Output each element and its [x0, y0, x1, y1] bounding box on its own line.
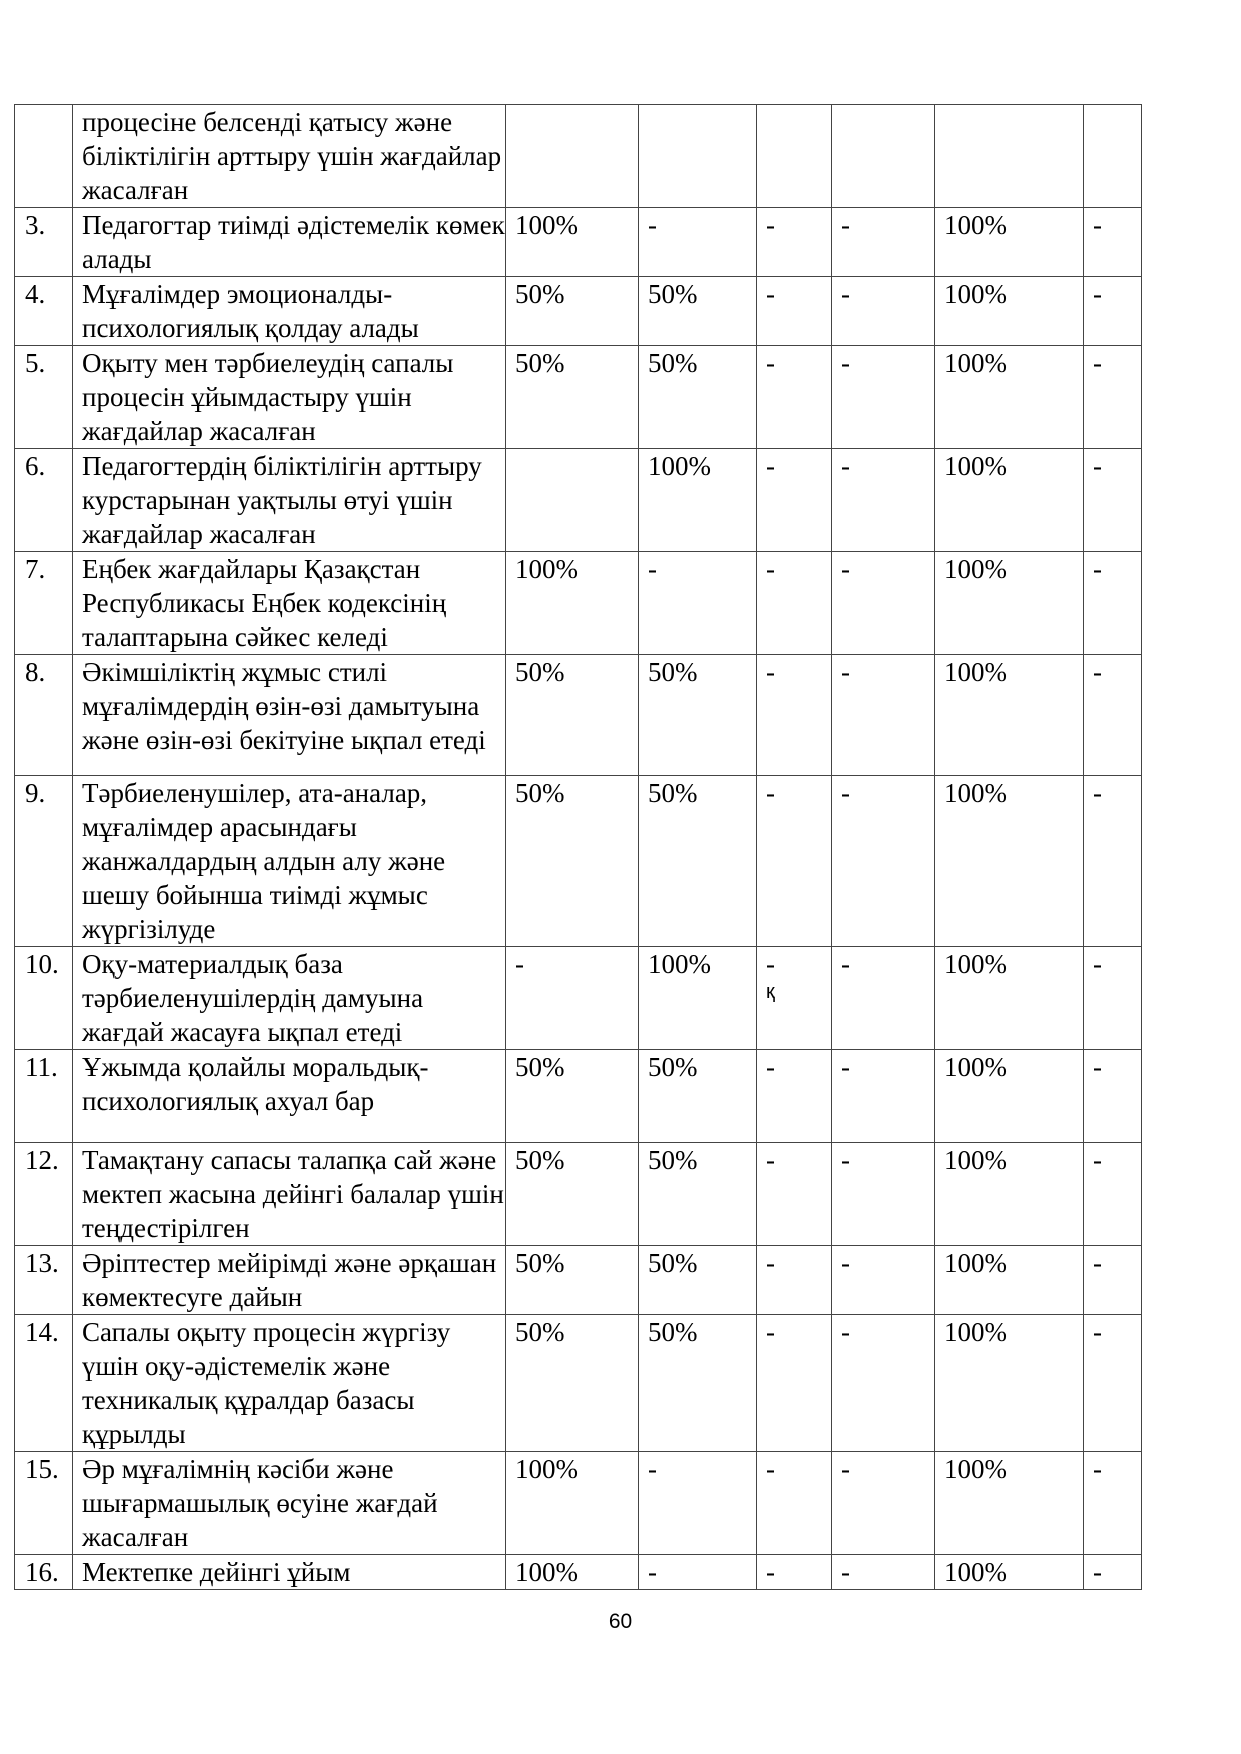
value-cell-c5: 100%: [935, 655, 1084, 776]
value-cell-c2: -: [639, 1555, 757, 1590]
row-number-cell: 4.: [15, 277, 73, 346]
value-cell-c4: -: [832, 1315, 935, 1452]
value-cell-c6: -: [1084, 1555, 1142, 1590]
table-row: [15, 1050, 1142, 1143]
value-cell-c6: -: [1084, 947, 1142, 1050]
value-cell-c6: -: [1084, 1143, 1142, 1246]
value-cell-c2: [639, 105, 757, 208]
table-row: [15, 1452, 1142, 1555]
criterion-text-cell: Тамақтану сапасы талапқа сай және мектеп жасына дейінгі балалар үшін теңдестірілген: [73, 1143, 506, 1246]
row-number-cell: 7.: [15, 552, 73, 655]
value-cell-c4: -: [832, 449, 935, 552]
criterion-text-cell: процесіне белсенді қатысу және біліктілігін арттыру үшін жағдайлар жасалған: [73, 105, 506, 208]
value-cell-c1: 50%: [506, 1143, 639, 1246]
criterion-text-cell: Әріптестер мейірімді және әрқашан көмектесуге дайын: [73, 1246, 506, 1315]
criterion-text-cell: Мұғалімдер эмоционалды-психологиялық қолдау алады: [73, 277, 506, 346]
value-cell-c5: 100%: [935, 208, 1084, 277]
value-cell-c5: [935, 105, 1084, 208]
value-cell-c2: 50%: [639, 1143, 757, 1246]
value-cell-c2: 50%: [639, 776, 757, 947]
value-cell-c1: 50%: [506, 277, 639, 346]
value-cell-c1: 100%: [506, 1452, 639, 1555]
value-cell-c3: [757, 105, 832, 208]
value-cell-c3: -: [757, 346, 832, 449]
value-cell-c5: 100%: [935, 552, 1084, 655]
value-cell-c3: -: [757, 208, 832, 277]
value-cell-c1: 50%: [506, 655, 639, 776]
value-cell-c5: 100%: [935, 1050, 1084, 1143]
value-cell-c5: 100%: [935, 1452, 1084, 1555]
table-body: [15, 105, 1142, 1590]
value-cell-c4: -: [832, 947, 935, 1050]
value-cell-c3: -: [757, 1143, 832, 1246]
value-cell-c3: -: [757, 655, 832, 776]
value-cell-c2: 50%: [639, 655, 757, 776]
value-cell-c5: 100%: [935, 776, 1084, 947]
value-cell-c4: -: [832, 277, 935, 346]
row-number-cell: 8.: [15, 655, 73, 776]
row-number-cell: 9.: [15, 776, 73, 947]
value-text: -: [766, 949, 775, 979]
value-cell-c4: [832, 105, 935, 208]
table-row: [15, 105, 1142, 208]
value-cell-c2: -: [639, 552, 757, 655]
value-cell-c6: -: [1084, 346, 1142, 449]
table-row: [15, 1143, 1142, 1246]
table-row: [15, 552, 1142, 655]
row-number-cell: 11.: [15, 1050, 73, 1143]
value-cell-c6: -: [1084, 449, 1142, 552]
value-cell-c2: -: [639, 1452, 757, 1555]
value-cell-c2: 50%: [639, 1050, 757, 1143]
value-cell-c1: 50%: [506, 1315, 639, 1452]
criterion-text-cell: Ұжымда қолайлы моральдық-психологиялық ахуал бар: [73, 1050, 506, 1143]
criterion-text-cell: Сапалы оқыту процесін жүргізу үшін оқу-әдістемелік және техникалық құралдар базасы құрылды: [73, 1315, 506, 1452]
value-cell-c6: -: [1084, 1315, 1142, 1452]
table-row: [15, 776, 1142, 947]
value-cell-c4: -: [832, 1452, 935, 1555]
criterion-text-cell: Педагогтердің біліктілігін арттыру курстарынан уақтылы өтуі үшін жағдайлар жасалған: [73, 449, 506, 552]
value-cell-c5: 100%: [935, 947, 1084, 1050]
row-number-cell: 12.: [15, 1143, 73, 1246]
row-number-cell: 14.: [15, 1315, 73, 1452]
table-row: [15, 1246, 1142, 1315]
value-cell-c3: -: [757, 277, 832, 346]
value-cell-c6: -: [1084, 208, 1142, 277]
value-cell-c4: -: [832, 552, 935, 655]
value-cell-c3: -: [757, 552, 832, 655]
value-cell-c1: [506, 449, 639, 552]
table-row: [15, 346, 1142, 449]
row-number-cell: 3.: [15, 208, 73, 277]
value-cell-c1: 50%: [506, 1050, 639, 1143]
criterion-text-cell: Тәрбиеленушілер, ата-аналар, мұғалімдер арасындағы жанжалдардың алдын алу және шешу бойынша тиімді жұмыс жүргізілуде: [73, 776, 506, 947]
value-cell-c3: -: [757, 1050, 832, 1143]
value-cell-c3: -: [757, 776, 832, 947]
value-cell-c3: -: [757, 1452, 832, 1555]
value-cell-c5: 100%: [935, 1555, 1084, 1590]
criterion-text-cell: Әкімшіліктің жұмыс стилі мұғалімдердің өзін-өзі дамытуына және өзін-өзі бекітуіне ықпал етеді: [73, 655, 506, 776]
criterion-text-cell: Оқу-материалдық база тәрбиеленушілердің дамуына жағдай жасауға ықпал етеді: [73, 947, 506, 1050]
value-cell-c6: -: [1084, 277, 1142, 346]
value-cell-c3: -: [757, 1315, 832, 1452]
cell-note: қ: [766, 981, 775, 1003]
value-cell-c2: 50%: [639, 346, 757, 449]
table-row: [15, 947, 1142, 1050]
row-number-cell: [15, 105, 73, 208]
value-cell-c6: -: [1084, 1050, 1142, 1143]
value-cell-c1: [506, 105, 639, 208]
row-number-cell: 6.: [15, 449, 73, 552]
row-number-cell: 10.: [15, 947, 73, 1050]
criterion-text-cell: Мектепке дейінгі ұйым: [73, 1555, 506, 1590]
value-cell-c3: -: [757, 1246, 832, 1315]
value-cell-c4: -: [832, 346, 935, 449]
value-cell-c5: 100%: [935, 346, 1084, 449]
value-cell-c4: -: [832, 1246, 935, 1315]
value-cell-c6: -: [1084, 655, 1142, 776]
value-cell-c2: 50%: [639, 1315, 757, 1452]
value-cell-c4: -: [832, 1050, 935, 1143]
value-cell-c4: -: [832, 655, 935, 776]
criterion-text-cell: Әр мұғалімнің кәсіби және шығармашылық өсуіне жағдай жасалған: [73, 1452, 506, 1555]
value-cell-c1: 50%: [506, 776, 639, 947]
value-cell-c3: -: [757, 1555, 832, 1590]
value-cell-c6: [1084, 105, 1142, 208]
value-cell-c4: -: [832, 776, 935, 947]
value-cell-c1: 50%: [506, 1246, 639, 1315]
value-cell-c6: -: [1084, 776, 1142, 947]
value-cell-c1: 100%: [506, 208, 639, 277]
value-cell-c1: 100%: [506, 1555, 639, 1590]
table-row: [15, 1315, 1142, 1452]
value-cell-c5: 100%: [935, 1315, 1084, 1452]
row-number-cell: 16.: [15, 1555, 73, 1590]
value-cell-c3: -: [757, 449, 832, 552]
criterion-text-cell: Еңбек жағдайлары Қазақстан Республикасы Еңбек кодексінің талаптарына сәйкес келеді: [73, 552, 506, 655]
page-number: 60: [608, 1610, 633, 1633]
criterion-text-cell: Оқыту мен тәрбиелеудің сапалы процесін ұйымдастыру үшін жағдайлар жасалған: [73, 346, 506, 449]
value-cell-c2: 100%: [639, 449, 757, 552]
value-cell-c6: -: [1084, 1452, 1142, 1555]
value-cell-c1: -: [506, 947, 639, 1050]
value-cell-c5: 100%: [935, 1143, 1084, 1246]
table-row: [15, 277, 1142, 346]
value-cell-c5: 100%: [935, 1246, 1084, 1315]
value-cell-c1: 100%: [506, 552, 639, 655]
row-number-cell: 5.: [15, 346, 73, 449]
value-cell-c6: -: [1084, 552, 1142, 655]
row-number-cell: 13.: [15, 1246, 73, 1315]
value-cell-c2: 50%: [639, 1246, 757, 1315]
survey-results-table: [14, 104, 1142, 1590]
row-number-cell: 15.: [15, 1452, 73, 1555]
table-row: [15, 449, 1142, 552]
value-cell-c1: 50%: [506, 346, 639, 449]
table-row: [15, 208, 1142, 277]
value-cell-c5: 100%: [935, 277, 1084, 346]
value-cell-c2: 50%: [639, 277, 757, 346]
table-row: [15, 1555, 1142, 1590]
value-cell-c4: -: [832, 208, 935, 277]
value-cell-c4: -: [832, 1555, 935, 1590]
criterion-text-cell: Педагогтар тиімді әдістемелік көмек алады: [73, 208, 506, 277]
value-cell-c2: 100%: [639, 947, 757, 1050]
value-cell-c5: 100%: [935, 449, 1084, 552]
value-cell-c3: [757, 947, 832, 1050]
value-cell-c2: -: [639, 208, 757, 277]
value-cell-c6: -: [1084, 1246, 1142, 1315]
value-cell-c4: -: [832, 1143, 935, 1246]
table-row: [15, 655, 1142, 776]
